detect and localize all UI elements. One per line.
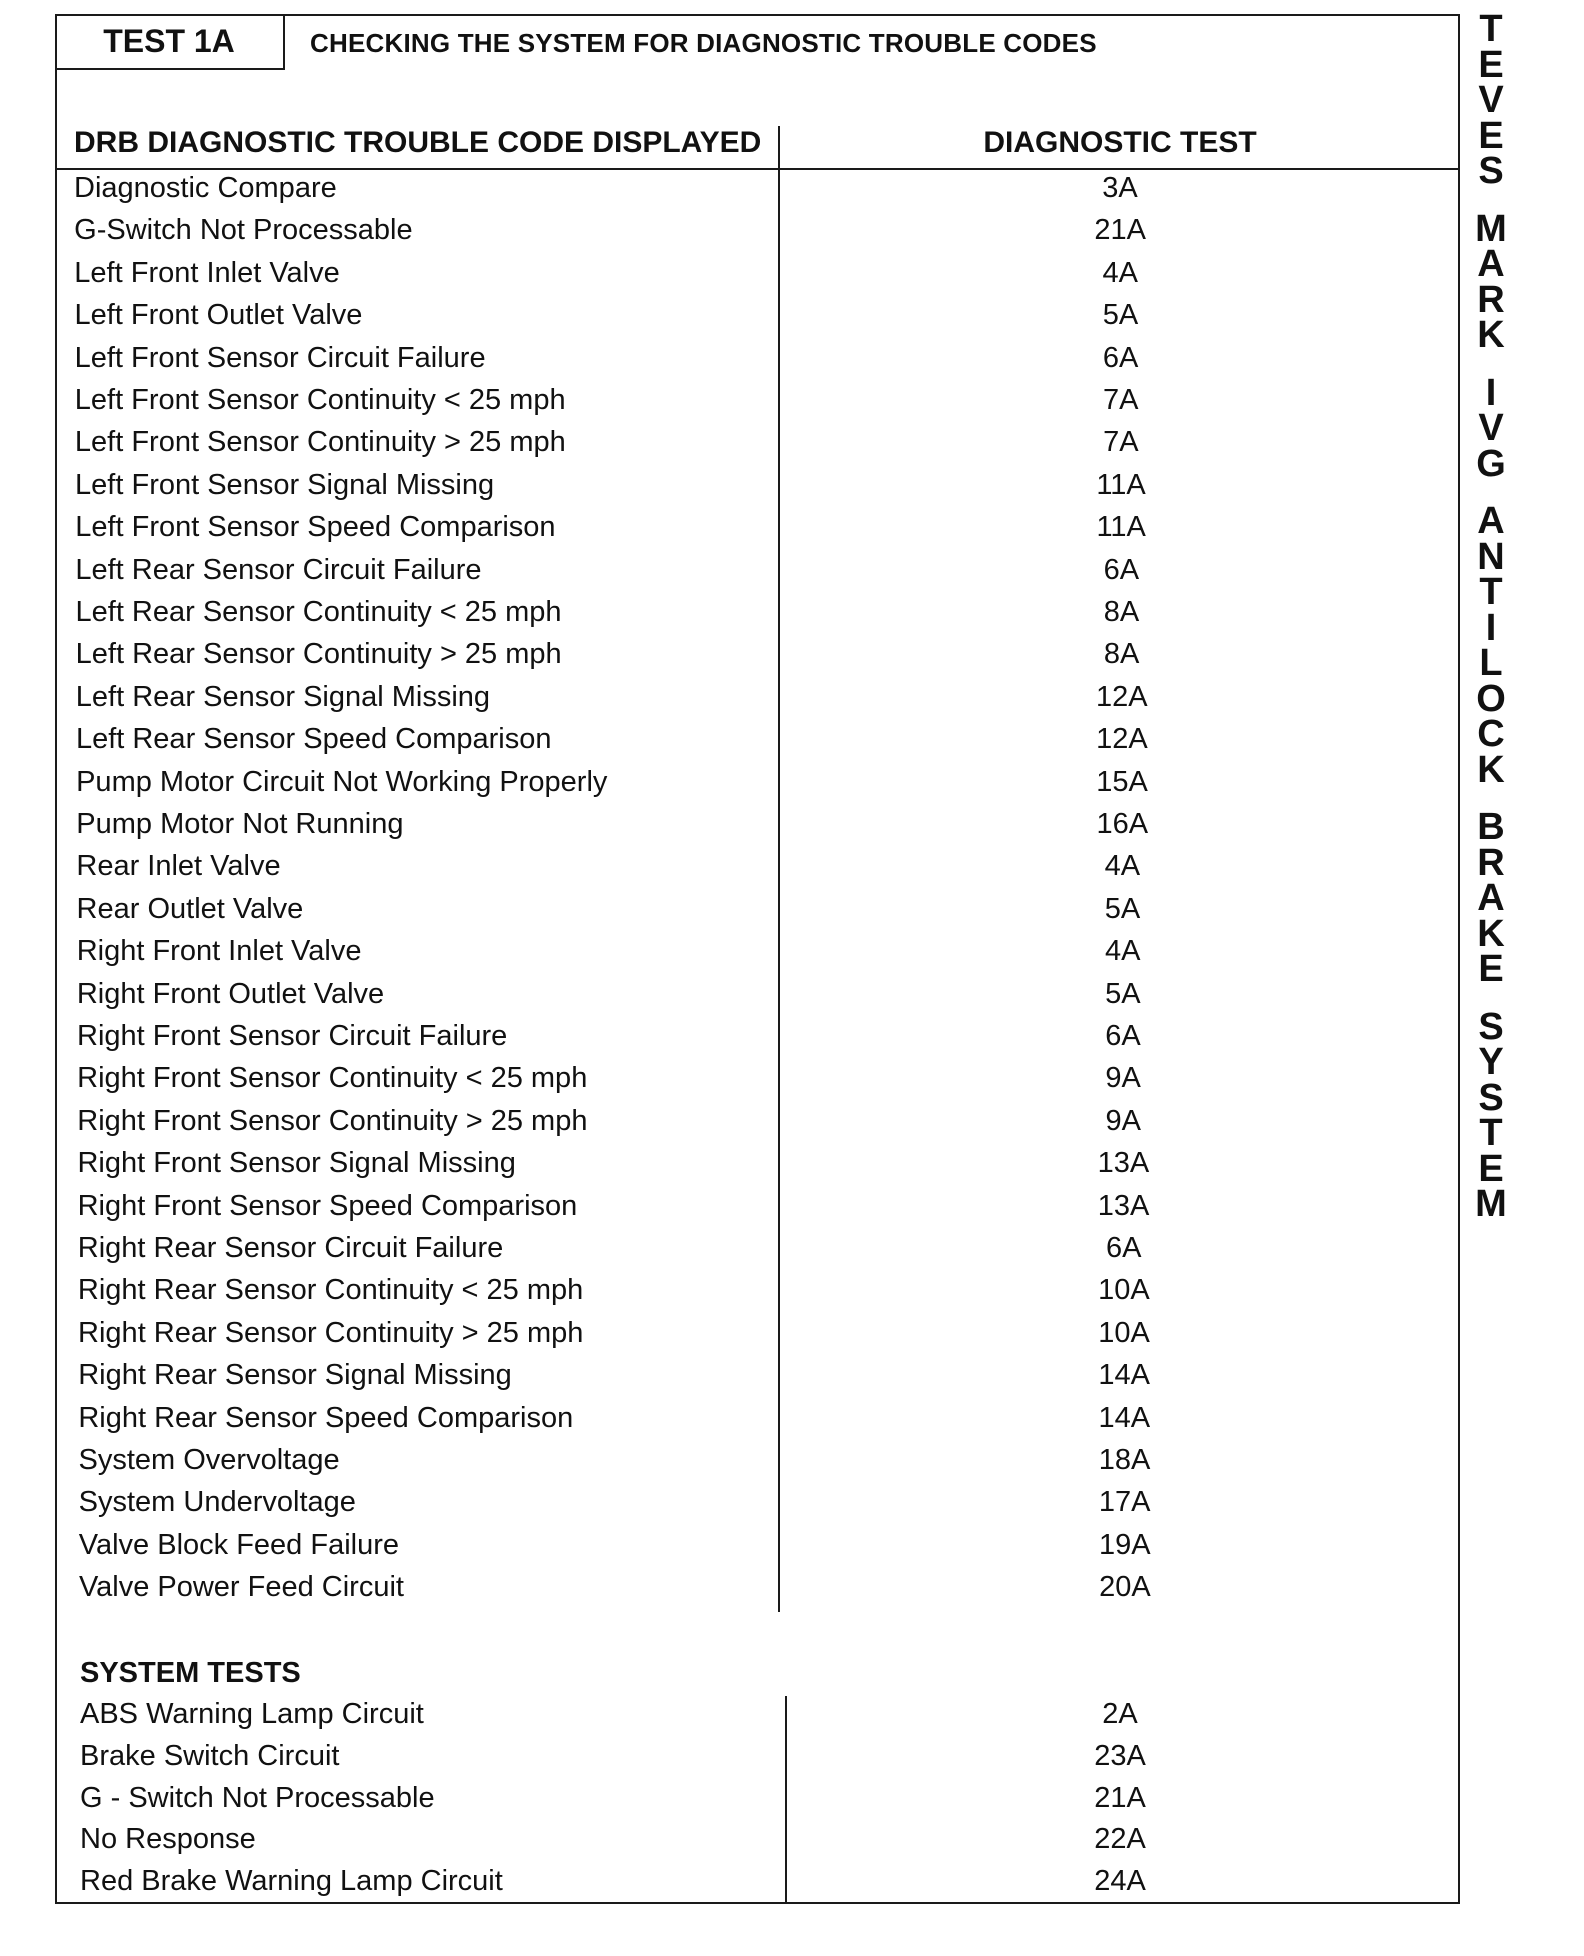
trouble-code-name: Right Rear Sensor Continuity < 25 mph <box>77 1274 584 1307</box>
table-row <box>77 1105 1463 1147</box>
diagnostic-test-code: 16A <box>1096 808 1149 840</box>
table-row <box>75 426 1461 468</box>
table-row <box>77 978 1463 1020</box>
side-title-letter: T <box>1479 1112 1503 1154</box>
table-row <box>76 723 1462 765</box>
trouble-code-name: Right Front Sensor Continuity < 25 mph <box>77 1062 588 1095</box>
trouble-code-name: Left Front Sensor Signal Missing <box>75 468 495 501</box>
diagnostic-test-code: 18A <box>1098 1444 1151 1476</box>
system-test-name: No Response <box>80 1823 256 1856</box>
trouble-code-name: Right Front Sensor Speed Comparison <box>77 1189 578 1222</box>
side-title-word <box>1478 8 1504 192</box>
diagnostic-test-code: 2A <box>1102 1698 1138 1730</box>
side-title-word <box>1476 500 1506 791</box>
side-title-letter: T <box>1479 571 1503 613</box>
side-title-vertical <box>1468 8 1514 1245</box>
trouble-code-name: Left Rear Sensor Circuit Failure <box>75 553 482 586</box>
diagnostic-test-code: 5A <box>1104 892 1141 925</box>
table-row <box>77 1147 1463 1189</box>
side-title-letter: Y <box>1478 1041 1504 1083</box>
table-row <box>76 681 1462 723</box>
system-tests-heading: SYSTEM TESTS <box>80 1657 301 1689</box>
diagnostic-test-code: 13A <box>1097 1147 1150 1180</box>
table-row <box>80 1698 1466 1740</box>
diagnostic-test-code: 8A <box>1103 638 1140 671</box>
table-row <box>80 1782 1466 1824</box>
side-title-letter: O <box>1476 677 1506 720</box>
diagnostic-test-code: 12A <box>1096 723 1148 756</box>
table-row <box>80 1865 1466 1907</box>
side-title-letter: K <box>1477 314 1505 356</box>
table-row <box>80 1823 1466 1865</box>
diagnostic-test-code: 11A <box>1096 468 1146 501</box>
table-row <box>78 1359 1464 1401</box>
table-row <box>77 1020 1463 1062</box>
trouble-code-name: System Overvoltage <box>78 1444 340 1476</box>
side-title-letter: K <box>1477 912 1505 955</box>
diagnostic-test-code: 9A <box>1105 1062 1141 1095</box>
diagnostic-test-code: 24A <box>1094 1865 1146 1898</box>
trouble-code-name: Left Rear Sensor Continuity > 25 mph <box>75 638 562 671</box>
diagnostic-test-code: 11A <box>1096 511 1146 544</box>
side-title-letter: E <box>1478 43 1504 86</box>
trouble-code-name: Right Front Inlet Valve <box>76 935 362 968</box>
side-title-letter: M <box>1475 207 1507 250</box>
system-test-name: Brake Switch Circuit <box>80 1739 340 1772</box>
trouble-code-name: Right Front Outlet Valve <box>76 977 385 1010</box>
trouble-code-name: Left Front Sensor Continuity > 25 mph <box>74 426 566 459</box>
system-test-name: Red Brake Warning Lamp Circuit <box>80 1865 503 1898</box>
table-row <box>74 257 1460 299</box>
trouble-code-name: Left Rear Sensor Speed Comparison <box>75 723 552 756</box>
diagnostic-test-code: 6A <box>1102 341 1139 374</box>
trouble-code-name: Right Rear Sensor Continuity > 25 mph <box>78 1316 584 1349</box>
diagnostic-test-code: 3A <box>1102 172 1138 204</box>
test-label: TEST 1A <box>55 14 285 70</box>
diagnostic-test-code: 9A <box>1105 1104 1142 1137</box>
table-row <box>76 850 1462 892</box>
table-row <box>79 1529 1465 1571</box>
side-title-letter: T <box>1479 8 1503 50</box>
trouble-code-name: Pump Motor Not Running <box>76 808 404 840</box>
side-title-letter: R <box>1477 278 1505 321</box>
diagnostic-test-code: 17A <box>1098 1486 1151 1519</box>
side-title-letter: C <box>1477 713 1505 755</box>
side-title-letter: B <box>1477 806 1505 848</box>
table-row <box>75 554 1461 596</box>
diagnostic-test-code: 8A <box>1103 596 1140 628</box>
table-row <box>80 1740 1466 1782</box>
diagnostic-test-code: 4A <box>1104 935 1141 968</box>
diagnostic-test-code: 12A <box>1095 680 1148 713</box>
trouble-code-name: Right Front Sensor Circuit Failure <box>77 1020 508 1052</box>
table-row <box>76 596 1462 638</box>
diagnostic-test-code: 21A <box>1094 1781 1146 1814</box>
table-row <box>78 1402 1464 1444</box>
table-row <box>75 384 1461 426</box>
column-header-diagnostic-test: DIAGNOSTIC TEST <box>983 126 1257 159</box>
side-title-letter: I <box>1485 371 1497 414</box>
side-title-letter: V <box>1478 79 1504 121</box>
trouble-code-name: Right Rear Sensor Circuit Failure <box>77 1232 504 1264</box>
trouble-code-name: Diagnostic Compare <box>74 172 337 204</box>
table-row <box>76 638 1462 680</box>
trouble-code-name: Left Front Sensor Circuit Failure <box>74 341 486 374</box>
diagnostic-test-code: 10A <box>1098 1274 1150 1307</box>
diagnostic-test-code: 7A <box>1103 384 1139 416</box>
table-row <box>74 214 1460 256</box>
diagnostic-test-code: 4A <box>1102 256 1139 289</box>
trouble-code-name: Right Rear Sensor Signal Missing <box>78 1359 512 1392</box>
table-row <box>76 808 1462 850</box>
trouble-code-name: Left Front Sensor Continuity < 25 mph <box>74 384 566 416</box>
table-row <box>74 172 1460 214</box>
system-test-name: G - Switch Not Processable <box>80 1781 435 1814</box>
table-row <box>76 766 1462 808</box>
diagnostic-test-code: 15A <box>1096 765 1148 798</box>
diagnostic-test-code: 13A <box>1097 1189 1150 1222</box>
test-title: CHECKING THE SYSTEM FOR DIAGNOSTIC TROUBLE CODES <box>310 28 1097 58</box>
table-row <box>75 511 1461 553</box>
diagnostic-test-code: 5A <box>1105 977 1141 1010</box>
diagnostic-test-code: 20A <box>1099 1571 1151 1604</box>
trouble-code-name: Left Rear Sensor Continuity < 25 mph <box>75 596 562 628</box>
trouble-code-name: Rear Inlet Valve <box>76 850 281 883</box>
table-row <box>75 469 1461 511</box>
trouble-code-name: Pump Motor Circuit Not Working Properly <box>76 765 608 798</box>
table-row <box>77 935 1463 977</box>
diagnostic-test-code: 6A <box>1106 1232 1142 1264</box>
diagnostic-test-code: 7A <box>1103 426 1139 459</box>
system-test-name: ABS Warning Lamp Circuit <box>80 1698 424 1730</box>
trouble-code-name: Valve Power Feed Circuit <box>78 1571 404 1604</box>
trouble-code-name: Left Rear Sensor Signal Missing <box>75 680 491 713</box>
side-title-word <box>1477 806 1505 990</box>
table-row <box>79 1571 1465 1613</box>
diagnostic-test-code: 10A <box>1098 1316 1150 1349</box>
table-row <box>79 1486 1465 1528</box>
table-row <box>75 342 1461 384</box>
side-title-letter: E <box>1478 948 1504 990</box>
header-divider <box>55 168 1460 170</box>
table-row <box>78 1317 1464 1359</box>
diagnostic-test-code: 14A <box>1098 1359 1150 1392</box>
side-title-letter: R <box>1477 841 1505 884</box>
side-title-letter: S <box>1478 150 1504 192</box>
trouble-code-name: Left Front Sensor Speed Comparison <box>75 511 556 544</box>
side-title-letter: V <box>1478 407 1504 449</box>
side-title-letter: S <box>1478 1076 1504 1119</box>
trouble-code-name: G-Switch Not Processable <box>74 214 413 247</box>
side-title-letter: S <box>1478 1005 1504 1048</box>
side-title-letter: K <box>1477 748 1505 791</box>
diagnostic-test-code: 4A <box>1104 850 1141 883</box>
diagnostic-test-code: 5A <box>1102 299 1139 332</box>
table-row <box>78 1232 1464 1274</box>
side-title-letter: I <box>1485 606 1497 649</box>
table-row <box>77 1062 1463 1104</box>
side-title-letter: N <box>1477 535 1505 578</box>
side-title-word <box>1475 207 1507 356</box>
trouble-code-name: Right Front Sensor Continuity > 25 mph <box>77 1104 588 1137</box>
diagnostic-test-code: 19A <box>1098 1528 1151 1561</box>
side-title-letter: A <box>1477 243 1505 285</box>
diagnostic-test-code: 22A <box>1094 1823 1146 1856</box>
side-title-letter: A <box>1477 500 1505 542</box>
table-row <box>78 1190 1464 1232</box>
trouble-code-name: System Undervoltage <box>78 1486 356 1519</box>
side-title-word <box>1475 1005 1507 1225</box>
column-header-trouble-code: DRB DIAGNOSTIC TROUBLE CODE DISPLAYED <box>74 126 762 159</box>
diagnostic-test-code: 6A <box>1103 553 1140 586</box>
side-title-letter: E <box>1478 114 1504 157</box>
side-title-word <box>1476 371 1506 485</box>
side-title-letter: M <box>1475 1183 1507 1225</box>
side-title-letter: L <box>1479 642 1503 684</box>
diagnostic-test-code: 23A <box>1094 1739 1146 1772</box>
trouble-code-name: Left Front Inlet Valve <box>74 256 340 289</box>
diagnostic-test-code: 6A <box>1105 1020 1141 1052</box>
table-row <box>74 299 1460 341</box>
side-title-letter: E <box>1478 1147 1504 1190</box>
side-title-letter: A <box>1477 877 1505 919</box>
diagnostic-test-code: 21A <box>1094 214 1146 247</box>
side-title-letter: G <box>1476 442 1506 485</box>
trouble-code-name: Valve Block Feed Failure <box>78 1528 400 1561</box>
table-row <box>79 1444 1465 1486</box>
table-row <box>78 1274 1464 1316</box>
table-row <box>77 893 1463 935</box>
trouble-code-name: Right Rear Sensor Speed Comparison <box>78 1401 574 1434</box>
trouble-code-name: Right Front Sensor Signal Missing <box>77 1147 516 1180</box>
trouble-code-name: Rear Outlet Valve <box>76 892 304 925</box>
diagnostic-test-code: 14A <box>1098 1401 1151 1434</box>
trouble-code-name: Left Front Outlet Valve <box>74 299 363 332</box>
